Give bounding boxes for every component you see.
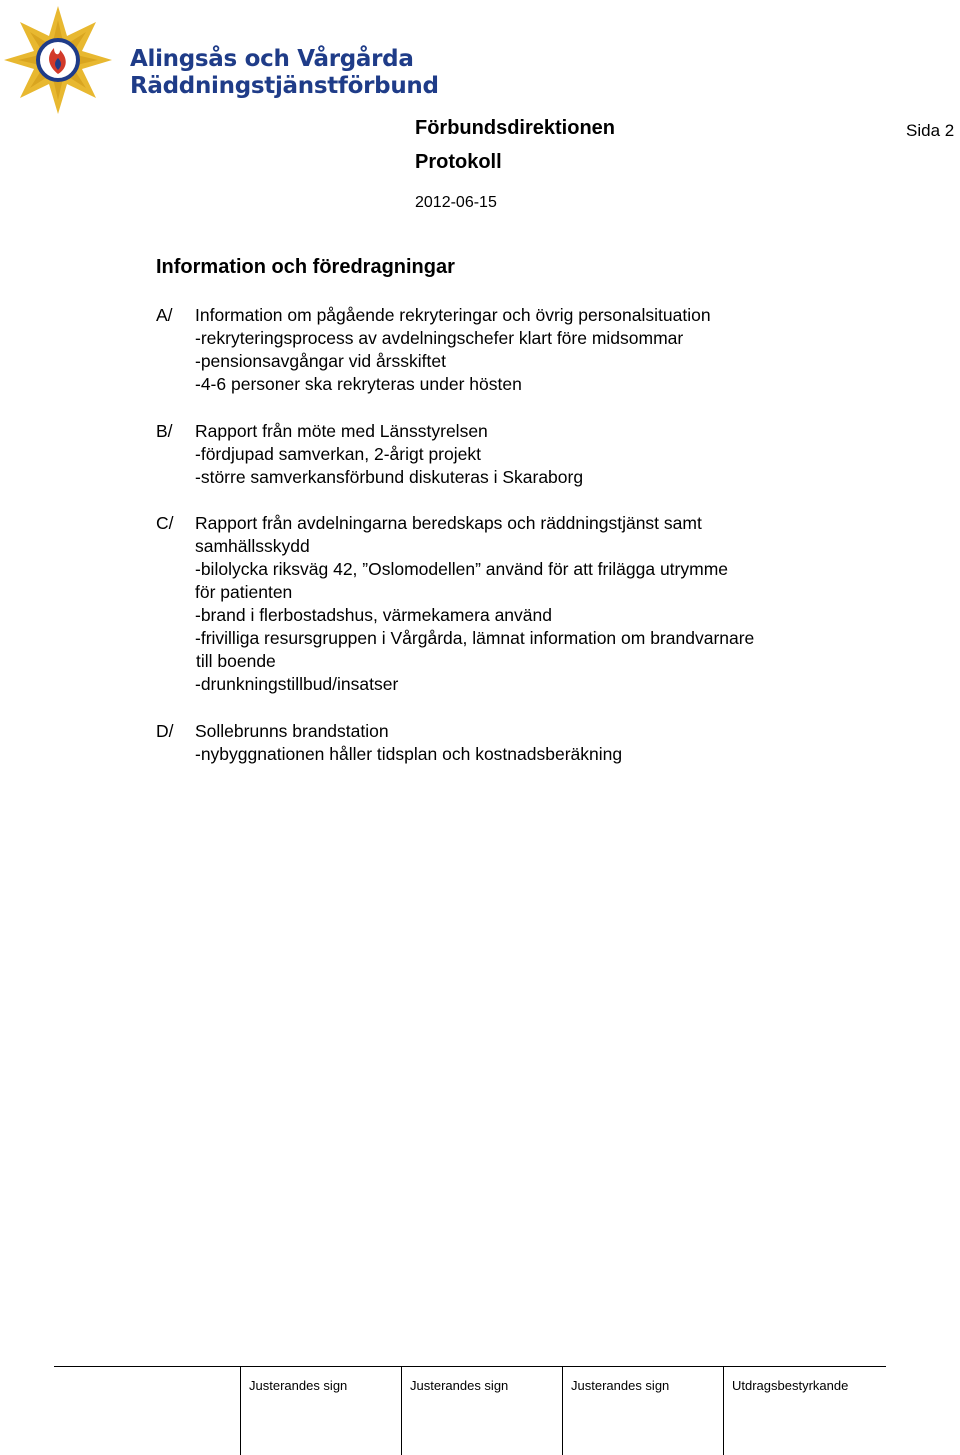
item-line: -drunkningstillbud/insatser: [195, 674, 399, 694]
item-line: -fördjupad samverkan, 2-årigt projekt: [195, 444, 481, 464]
signature-cell: [562, 1367, 723, 1455]
document-title: Förbundsdirektionen: [415, 117, 615, 139]
item-line: -större samverkansförbund diskuteras i Skaraborg: [195, 467, 584, 487]
item-line: för patienten: [195, 582, 293, 602]
item-line: Rapport från möte med Länsstyrelsen: [195, 421, 488, 441]
item-line: -frivilliga resursgruppen i Vårgårda, lämnat information om brandvarnare: [195, 628, 755, 648]
item-line: -4-6 personer ska rekryteras under hösten: [195, 374, 522, 394]
document-date: 2012-06-15: [415, 194, 497, 211]
item-line: -rekryteringsprocess av avdelningschefer klart före midsommar: [195, 328, 684, 348]
org-name-line2: Räddningstjänstförbund: [130, 73, 439, 99]
item-marker: C/: [156, 513, 174, 533]
star-emblem-icon: [2, 4, 114, 116]
item-line: -pensionsavgångar vid årsskiftet: [195, 351, 446, 371]
org-logo: [0, 0, 439, 118]
item-line: -brand i flerbostadshus, värmekamera använd: [195, 605, 552, 625]
item-line: samhällsskydd: [195, 536, 310, 556]
page-number: Sida 2: [906, 121, 955, 140]
item-marker: D/: [156, 721, 174, 741]
signature-footer: [54, 1366, 886, 1455]
signature-cell: [723, 1367, 886, 1455]
signature-cell: [401, 1367, 562, 1455]
signature-label: Justerandes sign: [249, 1378, 348, 1393]
item-line: -nybyggnationen håller tidsplan och kostnadsberäkning: [195, 744, 623, 764]
org-name-line1: Alingsås och Vårgårda: [130, 46, 414, 72]
signature-cell: [240, 1367, 401, 1455]
item-line: Information om pågående rekryteringar och övrig personalsituation: [195, 305, 711, 325]
item-line: till boende: [196, 651, 276, 671]
signature-label: Justerandes sign: [410, 1378, 509, 1393]
item-line: -bilolycka riksväg 42, ”Oslomodellen” använd för att frilägga utrymme: [195, 559, 728, 579]
item-line: Rapport från avdelningarna beredskaps och räddningstjänst samt: [195, 513, 702, 533]
item-marker: A/: [156, 305, 173, 325]
item-marker: B/: [156, 421, 173, 441]
item-line: Sollebrunns brandstation: [195, 721, 389, 741]
section-heading: Information och föredragningar: [156, 256, 455, 278]
signature-label: Utdragsbestyrkande: [732, 1378, 849, 1393]
document-subtitle: Protokoll: [415, 151, 502, 173]
signature-label: Justerandes sign: [571, 1378, 670, 1393]
